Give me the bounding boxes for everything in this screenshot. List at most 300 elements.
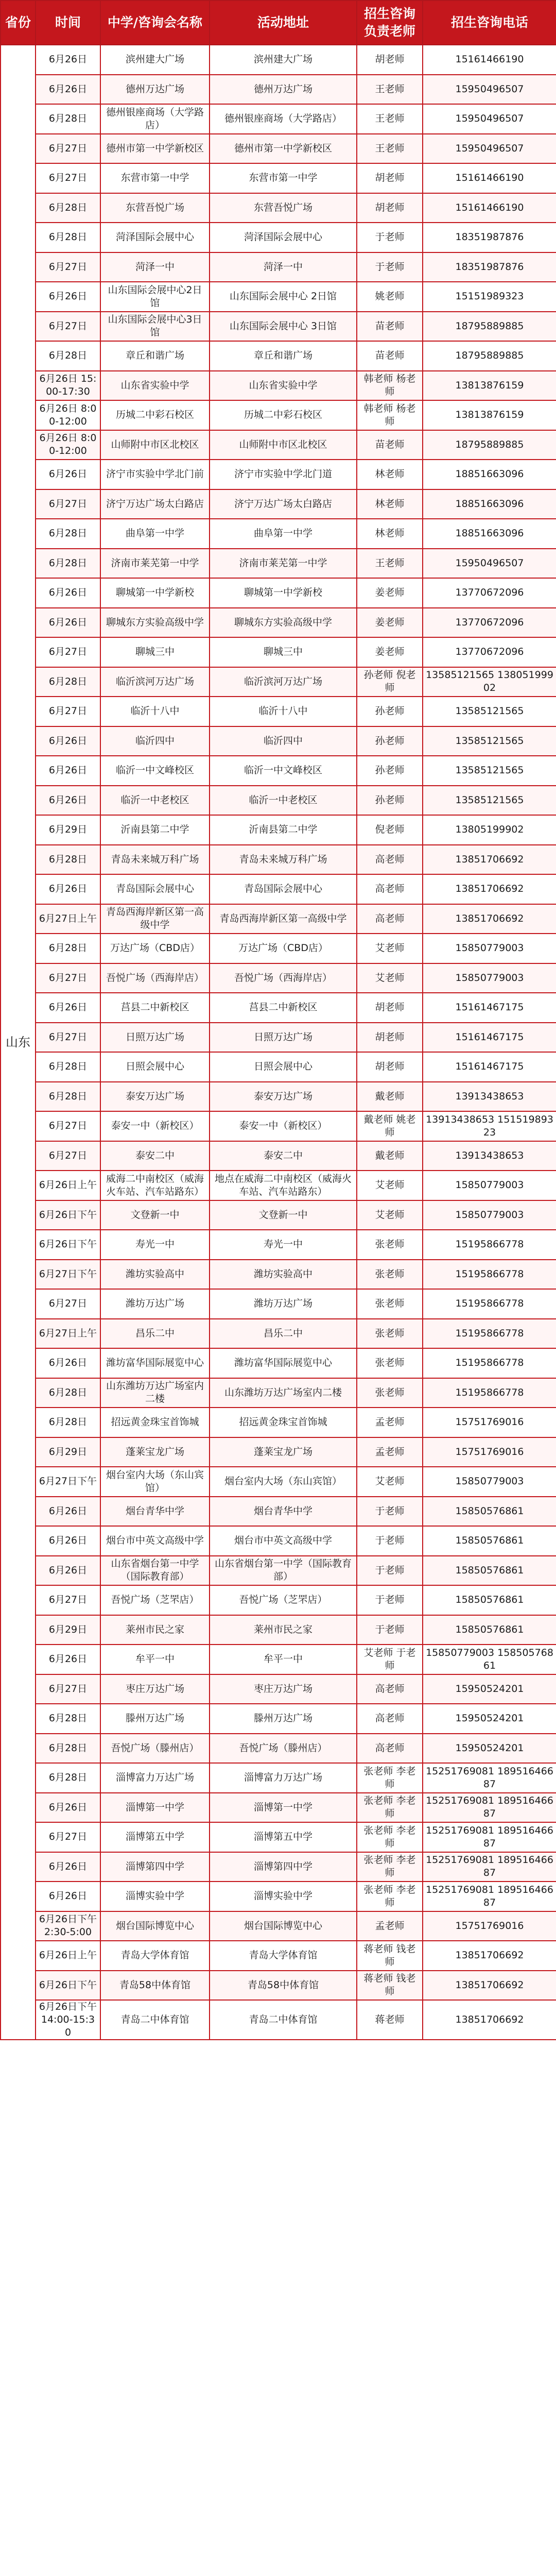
phone-cell: 13851706692 [423,904,556,934]
phone-cell: 18851663096 [423,489,556,519]
table-row [1,163,556,193]
time-cell: 6月26日 [36,282,100,312]
time-cell: 6月27日 [36,697,100,726]
phone-cell: 15195866778 [423,1348,556,1378]
school-cell: 山师附中市区北校区 [100,430,210,460]
school-cell: 蓬莱宝龙广场 [100,1437,210,1467]
time-cell: 6月26日 [36,578,100,608]
address-cell: 潍坊富华国际展览中心 [210,1348,357,1378]
time-cell: 6月26日 8:00-12:00 [36,400,100,430]
teacher-cell: 张老师 [357,1319,423,1349]
table-row [1,1467,556,1497]
phone-cell: 18851663096 [423,519,556,549]
phone-cell: 15195866778 [423,1378,556,1408]
phone-cell: 15950496507 [423,549,556,579]
address-cell: 淄博第一中学 [210,1793,357,1823]
phone-cell: 15850779003 [423,963,556,993]
school-cell: 菏泽国际会展中心 [100,223,210,252]
address-cell: 德州市第一中学新校区 [210,134,357,164]
school-cell: 吾悦广场（芝罘店） [100,1585,210,1615]
address-cell: 泰安二中 [210,1141,357,1171]
table-row [1,1437,556,1467]
table-row [1,252,556,282]
address-cell: 滕州万达广场 [210,1704,357,1734]
table-row [1,1052,556,1082]
phone-cell: 18851663096 [423,460,556,489]
time-cell: 6月27日上午 [36,1319,100,1349]
phone-cell: 15850779003 [423,1200,556,1230]
time-cell: 6月28日 [36,1704,100,1734]
school-cell: 昌乐二中 [100,1319,210,1349]
time-cell: 6月29日 [36,1615,100,1645]
phone-cell: 15151989323 [423,282,556,312]
table-row [1,1556,556,1586]
table-row [1,608,556,638]
header-school: 中学/咨询会名称 [100,1,210,45]
teacher-cell: 孙老师 倪老师 [357,667,423,697]
teacher-cell: 胡老师 [357,163,423,193]
table-row [1,815,556,845]
address-cell: 烟台市中英文高级中学 [210,1526,357,1556]
school-cell: 山东潍坊万达广场室内二楼 [100,1378,210,1408]
table-row [1,1319,556,1349]
table-row [1,193,556,223]
school-cell: 泰安万达广场 [100,1082,210,1112]
teacher-cell: 高老师 [357,874,423,904]
time-cell: 6月28日 [36,549,100,579]
teacher-cell: 胡老师 [357,193,423,223]
time-cell: 6月26日上午 [36,1171,100,1200]
table-row [1,1852,556,1882]
time-cell: 6月28日 [36,104,100,134]
table-header-row [1,1,556,45]
time-cell: 6月26日上午 [36,1941,100,1971]
school-cell: 潍坊实验高中 [100,1260,210,1290]
time-cell: 6月28日 [36,193,100,223]
school-cell: 青岛国际会展中心 [100,874,210,904]
address-cell: 东营吾悦广场 [210,193,357,223]
phone-cell: 13913438653 [423,1141,556,1171]
table-row [1,549,556,579]
time-cell: 6月28日 [36,1378,100,1408]
school-cell: 烟台市中英文高级中学 [100,1526,210,1556]
table-row [1,1734,556,1764]
table-row [1,341,556,371]
phone-cell: 15251769081 18951646687 [423,1793,556,1823]
school-cell: 烟台室内大场（东山宾馆） [100,1467,210,1497]
phone-cell: 15251769081 18951646687 [423,1763,556,1793]
table-row [1,726,556,756]
time-cell: 6月26日 15:00-17:30 [36,371,100,401]
time-cell: 6月28日 [36,223,100,252]
phone-cell: 13813876159 [423,371,556,401]
school-cell: 东营吾悦广场 [100,193,210,223]
time-cell: 6月26日 [36,726,100,756]
school-cell: 文登新一中 [100,1200,210,1230]
table-row [1,1822,556,1852]
time-cell: 6月28日 [36,519,100,549]
address-cell: 菏泽一中 [210,252,357,282]
address-cell: 蓬莱宝龙广场 [210,1437,357,1467]
time-cell: 6月28日 [36,845,100,875]
phone-cell: 13851706692 [423,2000,556,2040]
teacher-cell: 胡老师 [357,45,423,75]
address-cell: 烟台国际博览中心 [210,1911,357,1941]
phone-cell: 13770672096 [423,637,556,667]
table-row [1,519,556,549]
address-cell: 德州万达广场 [210,75,357,105]
time-cell: 6月26日 [36,1556,100,1586]
teacher-cell: 张老师 [357,1260,423,1290]
phone-cell: 15850779003 [423,934,556,963]
teacher-cell: 于老师 [357,223,423,252]
address-cell: 德州银座商场（大学路店） [210,104,357,134]
phone-cell: 15195866778 [423,1289,556,1319]
table-row [1,1615,556,1645]
school-cell: 烟台国际博览中心 [100,1911,210,1941]
table-row [1,963,556,993]
table-row [1,1645,556,1674]
teacher-cell: 王老师 [357,75,423,105]
phone-cell: 15161466190 [423,163,556,193]
teacher-cell: 高老师 [357,1734,423,1764]
time-cell: 6月27日 [36,134,100,164]
address-cell: 青岛大学体育馆 [210,1941,357,1971]
teacher-cell: 王老师 [357,134,423,164]
teacher-cell: 孟老师 [357,1408,423,1437]
teacher-cell: 王老师 [357,104,423,134]
phone-cell: 13770672096 [423,578,556,608]
address-cell: 日照万达广场 [210,1023,357,1053]
table-row [1,874,556,904]
time-cell: 6月28日 [36,1082,100,1112]
school-cell: 聊城第一中学新校 [100,578,210,608]
phone-cell: 15850779003 [423,1467,556,1497]
table-row [1,1763,556,1793]
school-cell: 莱州市民之家 [100,1615,210,1645]
phone-cell: 15950496507 [423,134,556,164]
table-row [1,1911,556,1941]
teacher-cell: 孟老师 [357,1911,423,1941]
time-cell: 6月27日 [36,1289,100,1319]
phone-cell: 15950496507 [423,75,556,105]
address-cell: 青岛58中体育馆 [210,1971,357,2001]
teacher-cell: 戴老师 [357,1082,423,1112]
time-cell: 6月27日下午 [36,1467,100,1497]
table-row [1,1141,556,1171]
school-cell: 山东国际会展中心3日馆 [100,312,210,342]
phone-cell: 18795889885 [423,430,556,460]
school-cell: 临沂十八中 [100,697,210,726]
table-row [1,1111,556,1141]
address-cell: 寿光一中 [210,1230,357,1260]
time-cell: 6月26日 [36,45,100,75]
time-cell: 6月28日 [36,934,100,963]
teacher-cell: 高老师 [357,904,423,934]
table-row [1,904,556,934]
time-cell: 6月28日 [36,667,100,697]
time-cell: 6月26日下午 14:00-15:30 [36,2000,100,2040]
address-cell: 淄博第四中学 [210,1852,357,1882]
teacher-cell: 张老师 [357,1378,423,1408]
table-row [1,282,556,312]
header-address: 活动地址 [210,1,357,45]
time-cell: 6月26日 [36,75,100,105]
address-cell: 济宁万达广场太白路店 [210,489,357,519]
time-cell: 6月28日 [36,1052,100,1082]
phone-cell: 15161466190 [423,45,556,75]
school-cell: 德州银座商场（大学路店） [100,104,210,134]
school-cell: 招远黄金珠宝首饰城 [100,1408,210,1437]
school-cell: 淄博富力万达广场 [100,1763,210,1793]
time-cell: 6月27日上午 [36,904,100,934]
teacher-cell: 苗老师 [357,312,423,342]
table-row [1,1497,556,1527]
time-cell: 6月26日 [36,874,100,904]
teacher-cell: 孙老师 [357,726,423,756]
time-cell: 6月29日 [36,1437,100,1467]
school-cell: 青岛西海岸新区第一高级中学 [100,904,210,934]
address-cell: 青岛国际会展中心 [210,874,357,904]
table-row [1,637,556,667]
school-cell: 临沂一中老校区 [100,786,210,816]
phone-cell: 13913438653 15151989323 [423,1111,556,1141]
school-cell: 吾悦广场（滕州店） [100,1734,210,1764]
teacher-cell: 张老师 [357,1289,423,1319]
school-cell: 滕州万达广场 [100,1704,210,1734]
table-row [1,2000,556,2040]
school-cell: 滨州建大广场 [100,45,210,75]
address-cell: 临沂滨河万达广场 [210,667,357,697]
teacher-cell: 蒋老师 钱老师 [357,1971,423,2001]
school-cell: 烟台青华中学 [100,1497,210,1527]
teacher-cell: 胡老师 [357,993,423,1023]
address-cell: 滨州建大广场 [210,45,357,75]
address-cell: 山东省烟台第一中学（国际教育部） [210,1556,357,1586]
teacher-cell: 张老师 李老师 [357,1852,423,1882]
address-cell: 潍坊实验高中 [210,1260,357,1290]
address-cell: 菏泽国际会展中心 [210,223,357,252]
time-cell: 6月28日 [36,341,100,371]
phone-cell: 18351987876 [423,223,556,252]
time-cell: 6月26日下午 2:30-5:00 [36,1911,100,1941]
time-cell: 6月26日 8:00-12:00 [36,430,100,460]
school-cell: 山东省烟台第一中学（国际教育部） [100,1556,210,1586]
time-cell: 6月26日 [36,1793,100,1823]
school-cell: 淄博实验中学 [100,1882,210,1911]
phone-cell: 15251769081 18951646687 [423,1882,556,1911]
teacher-cell: 姜老师 [357,578,423,608]
table-row [1,578,556,608]
time-cell: 6月27日 [36,1023,100,1053]
teacher-cell: 艾老师 [357,1467,423,1497]
phone-cell: 13585121565 [423,697,556,726]
school-cell: 曲阜第一中学 [100,519,210,549]
phone-cell: 13585121565 [423,756,556,786]
address-cell: 聊城东方实验高级中学 [210,608,357,638]
address-cell: 临沂四中 [210,726,357,756]
teacher-cell: 于老师 [357,1585,423,1615]
header-time: 时间 [36,1,100,45]
address-cell: 曲阜第一中学 [210,519,357,549]
address-cell: 昌乐二中 [210,1319,357,1349]
time-cell: 6月26日下午 [36,1200,100,1230]
table-row [1,845,556,875]
time-cell: 6月27日 [36,312,100,342]
teacher-cell: 韩老师 杨老师 [357,371,423,401]
time-cell: 6月26日 [36,1852,100,1882]
school-cell: 济宁市实验中学北门前 [100,460,210,489]
address-cell: 莒县二中新校区 [210,993,357,1023]
table-row [1,400,556,430]
school-cell: 寿光一中 [100,1230,210,1260]
phone-cell: 15850576861 [423,1615,556,1645]
teacher-cell: 艾老师 [357,934,423,963]
table-row [1,1674,556,1704]
teacher-cell: 孙老师 [357,786,423,816]
time-cell: 6月27日 [36,1822,100,1852]
table-row [1,1526,556,1556]
phone-cell: 15195866778 [423,1319,556,1349]
teacher-cell: 张老师 李老师 [357,1763,423,1793]
phone-cell: 13851706692 [423,1971,556,2001]
time-cell: 6月26日 [36,993,100,1023]
teacher-cell: 张老师 [357,1348,423,1378]
address-cell: 济南市莱芜第一中学 [210,549,357,579]
address-cell: 莱州市民之家 [210,1615,357,1645]
address-cell: 烟台青华中学 [210,1497,357,1527]
address-cell: 临沂十八中 [210,697,357,726]
teacher-cell: 于老师 [357,1615,423,1645]
school-cell: 山东国际会展中心2日馆 [100,282,210,312]
school-cell: 临沂滨河万达广场 [100,667,210,697]
address-cell: 聊城三中 [210,637,357,667]
teacher-cell: 艾老师 [357,1171,423,1200]
phone-cell: 15751769016 [423,1437,556,1467]
table-row [1,667,556,697]
table-row [1,1704,556,1734]
table-row [1,1082,556,1112]
address-cell: 历城二中彩石校区 [210,400,357,430]
time-cell: 6月26日 [36,1645,100,1674]
header-province: 省份 [1,1,36,45]
phone-cell: 15950524201 [423,1674,556,1704]
phone-cell: 15850576861 [423,1526,556,1556]
school-cell: 莒县二中新校区 [100,993,210,1023]
time-cell: 6月26日 [36,756,100,786]
table-row [1,1200,556,1230]
teacher-cell: 于老师 [357,252,423,282]
school-cell: 德州市第一中学新校区 [100,134,210,164]
table-row [1,697,556,726]
school-cell: 日照万达广场 [100,1023,210,1053]
table-row [1,1230,556,1260]
phone-cell: 13585121565 [423,786,556,816]
table-row [1,1971,556,2001]
school-cell: 泰安二中 [100,1141,210,1171]
table-row [1,1171,556,1200]
address-cell: 青岛西海岸新区第一高级中学 [210,904,357,934]
school-cell: 东营市第一中学 [100,163,210,193]
table-row [1,75,556,105]
table-row [1,1289,556,1319]
table-row [1,371,556,401]
address-cell: 山东省实验中学 [210,371,357,401]
phone-cell: 15751769016 [423,1911,556,1941]
address-cell: 泰安万达广场 [210,1082,357,1112]
phone-cell: 13851706692 [423,845,556,875]
school-cell: 青岛未来城万科广场 [100,845,210,875]
address-cell: 地点在威海二中南校区（威海火车站、汽车站路东） [210,1171,357,1200]
time-cell: 6月27日下午 [36,1260,100,1290]
phone-cell: 15850779003 15850576861 [423,1645,556,1674]
address-cell: 青岛未来城万科广场 [210,845,357,875]
teacher-cell: 林老师 [357,460,423,489]
teacher-cell: 苗老师 [357,430,423,460]
time-cell: 6月26日 [36,1497,100,1527]
time-cell: 6月28日 [36,1734,100,1764]
time-cell: 6月28日 [36,1408,100,1437]
school-cell: 淄博第四中学 [100,1852,210,1882]
teacher-cell: 张老师 李老师 [357,1822,423,1852]
teacher-cell: 艾老师 [357,963,423,993]
time-cell: 6月29日 [36,815,100,845]
teacher-cell: 姜老师 [357,637,423,667]
phone-cell: 15850576861 [423,1556,556,1586]
teacher-cell: 张老师 [357,1230,423,1260]
school-cell: 临沂四中 [100,726,210,756]
school-cell: 青岛58中体育馆 [100,1971,210,2001]
teacher-cell: 倪老师 [357,815,423,845]
address-cell: 济宁市实验中学北门道 [210,460,357,489]
address-cell: 潍坊万达广场 [210,1289,357,1319]
address-cell: 万达广场（CBD店） [210,934,357,963]
teacher-cell: 蒋老师 钱老师 [357,1941,423,1971]
teacher-cell: 张老师 李老师 [357,1793,423,1823]
phone-cell: 15161466190 [423,193,556,223]
table-row [1,1260,556,1290]
time-cell: 6月27日 [36,1141,100,1171]
phone-cell: 13585121565 13805199902 [423,667,556,697]
teacher-cell: 苗老师 [357,341,423,371]
school-cell: 章丘和谐广场 [100,341,210,371]
teacher-cell: 蒋老师 [357,2000,423,2040]
teacher-cell: 姚老师 [357,282,423,312]
table-row [1,134,556,164]
address-cell: 吾悦广场（芝罘店） [210,1585,357,1615]
school-cell: 聊城东方实验高级中学 [100,608,210,638]
school-cell: 牟平一中 [100,1645,210,1674]
teacher-cell: 孟老师 [357,1437,423,1467]
address-cell: 牟平一中 [210,1645,357,1674]
teacher-cell: 王老师 [357,549,423,579]
address-cell: 山东国际会展中心 3日馆 [210,312,357,342]
address-cell: 烟台室内大场（东山宾馆） [210,1467,357,1497]
address-cell: 淄博第五中学 [210,1822,357,1852]
table-row [1,786,556,816]
school-cell: 吾悦广场（西海岸店） [100,963,210,993]
phone-cell: 15251769081 18951646687 [423,1822,556,1852]
table-row [1,430,556,460]
table-row [1,312,556,342]
address-cell: 泰安一中（新校区） [210,1111,357,1141]
table-row [1,1023,556,1053]
time-cell: 6月27日 [36,1674,100,1704]
phone-cell: 15161467175 [423,993,556,1023]
table-row [1,1882,556,1911]
teacher-cell: 韩老师 杨老师 [357,400,423,430]
school-cell: 万达广场（CBD店） [100,934,210,963]
